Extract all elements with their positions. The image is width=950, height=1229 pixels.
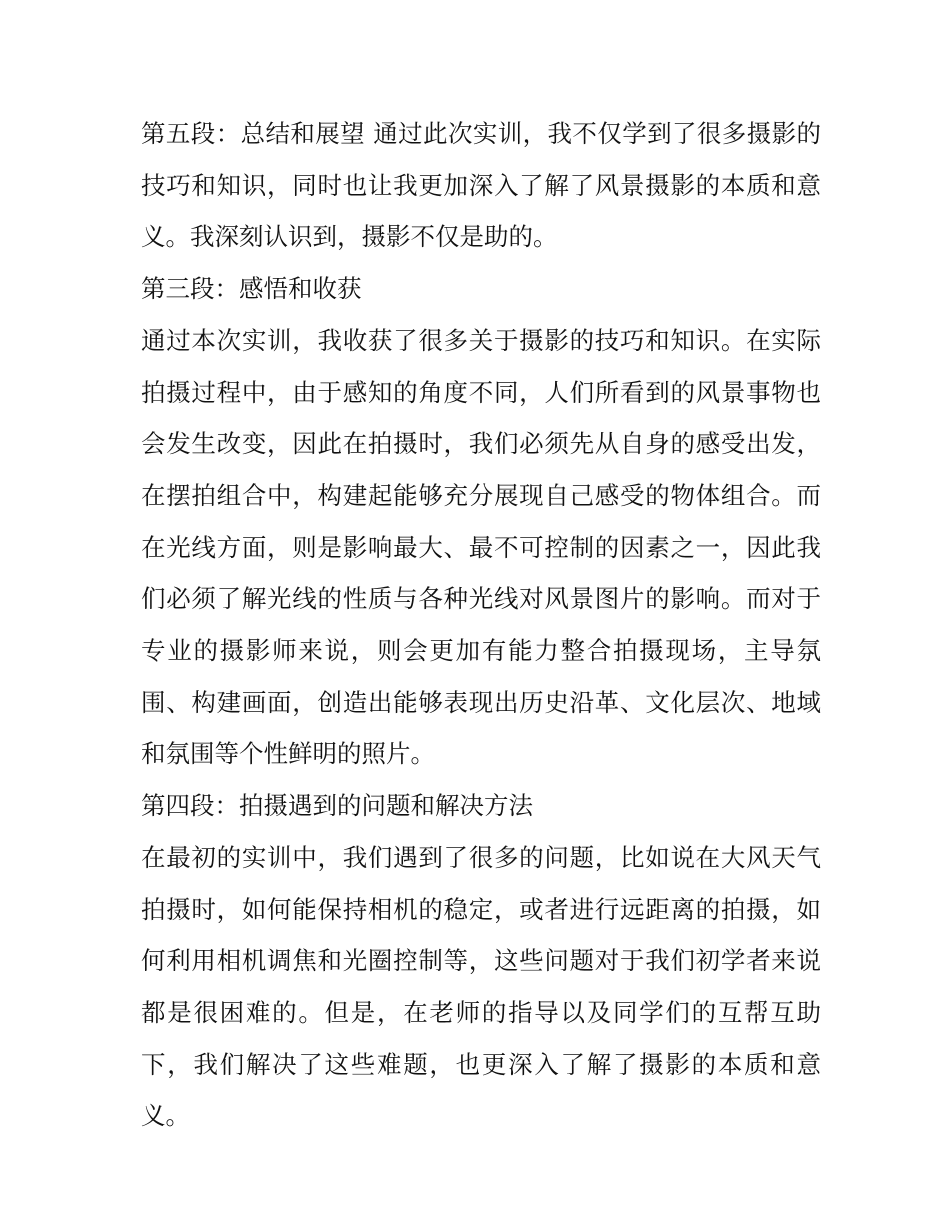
document-body: [141, 108, 821, 1142]
paragraph-summary-outlook: 第五段：总结和展望 通过此次实训，我不仅学到了很多摄影的技巧和知识，同时也让我更加深入了解了风景摄影的本质和意义。我深刻认识到，摄影不仅是助的。: [141, 119, 821, 252]
section-heading-insights: 第三段：感悟和收获: [141, 274, 362, 304]
paragraph-insights: 通过本次实训，我收获了很多关于摄影的技巧和知识。在实际拍摄过程中，由于感知的角度不同，人们所看到的风景事物也会发生改变，因此在拍摄时，我们必须先从自身的感受出发，在摆拍组合中，构建起能够充分展现自己感受的物体组合。而在光线方面，则是影响最大、最不可控制的因素之一，因此我们必须了解光线的性质与各种光线对风景图片的影响。而对于专业的摄影师来说，则会更加有能力整合拍摄现场，主导氛围、构建画面，创造出能够表现出历史沿革、文化层次、地域和氛围等个性鲜明的照片。: [141, 325, 821, 769]
section-heading-problems: 第四段：拍摄遇到的问题和解决方法: [141, 791, 533, 821]
paragraph-problems: 在最初的实训中，我们遇到了很多的问题，比如说在大风天气拍摄时，如何能保持相机的稳定，或者进行远距离的拍摄，如何利用相机调焦和光圈控制等，这些问题对于我们初学者来说都是很困难的。但是，在老师的指导以及同学们的互帮互助下，我们解决了这些难题，也更深入了解了摄影的本质和意义。: [141, 842, 821, 1131]
